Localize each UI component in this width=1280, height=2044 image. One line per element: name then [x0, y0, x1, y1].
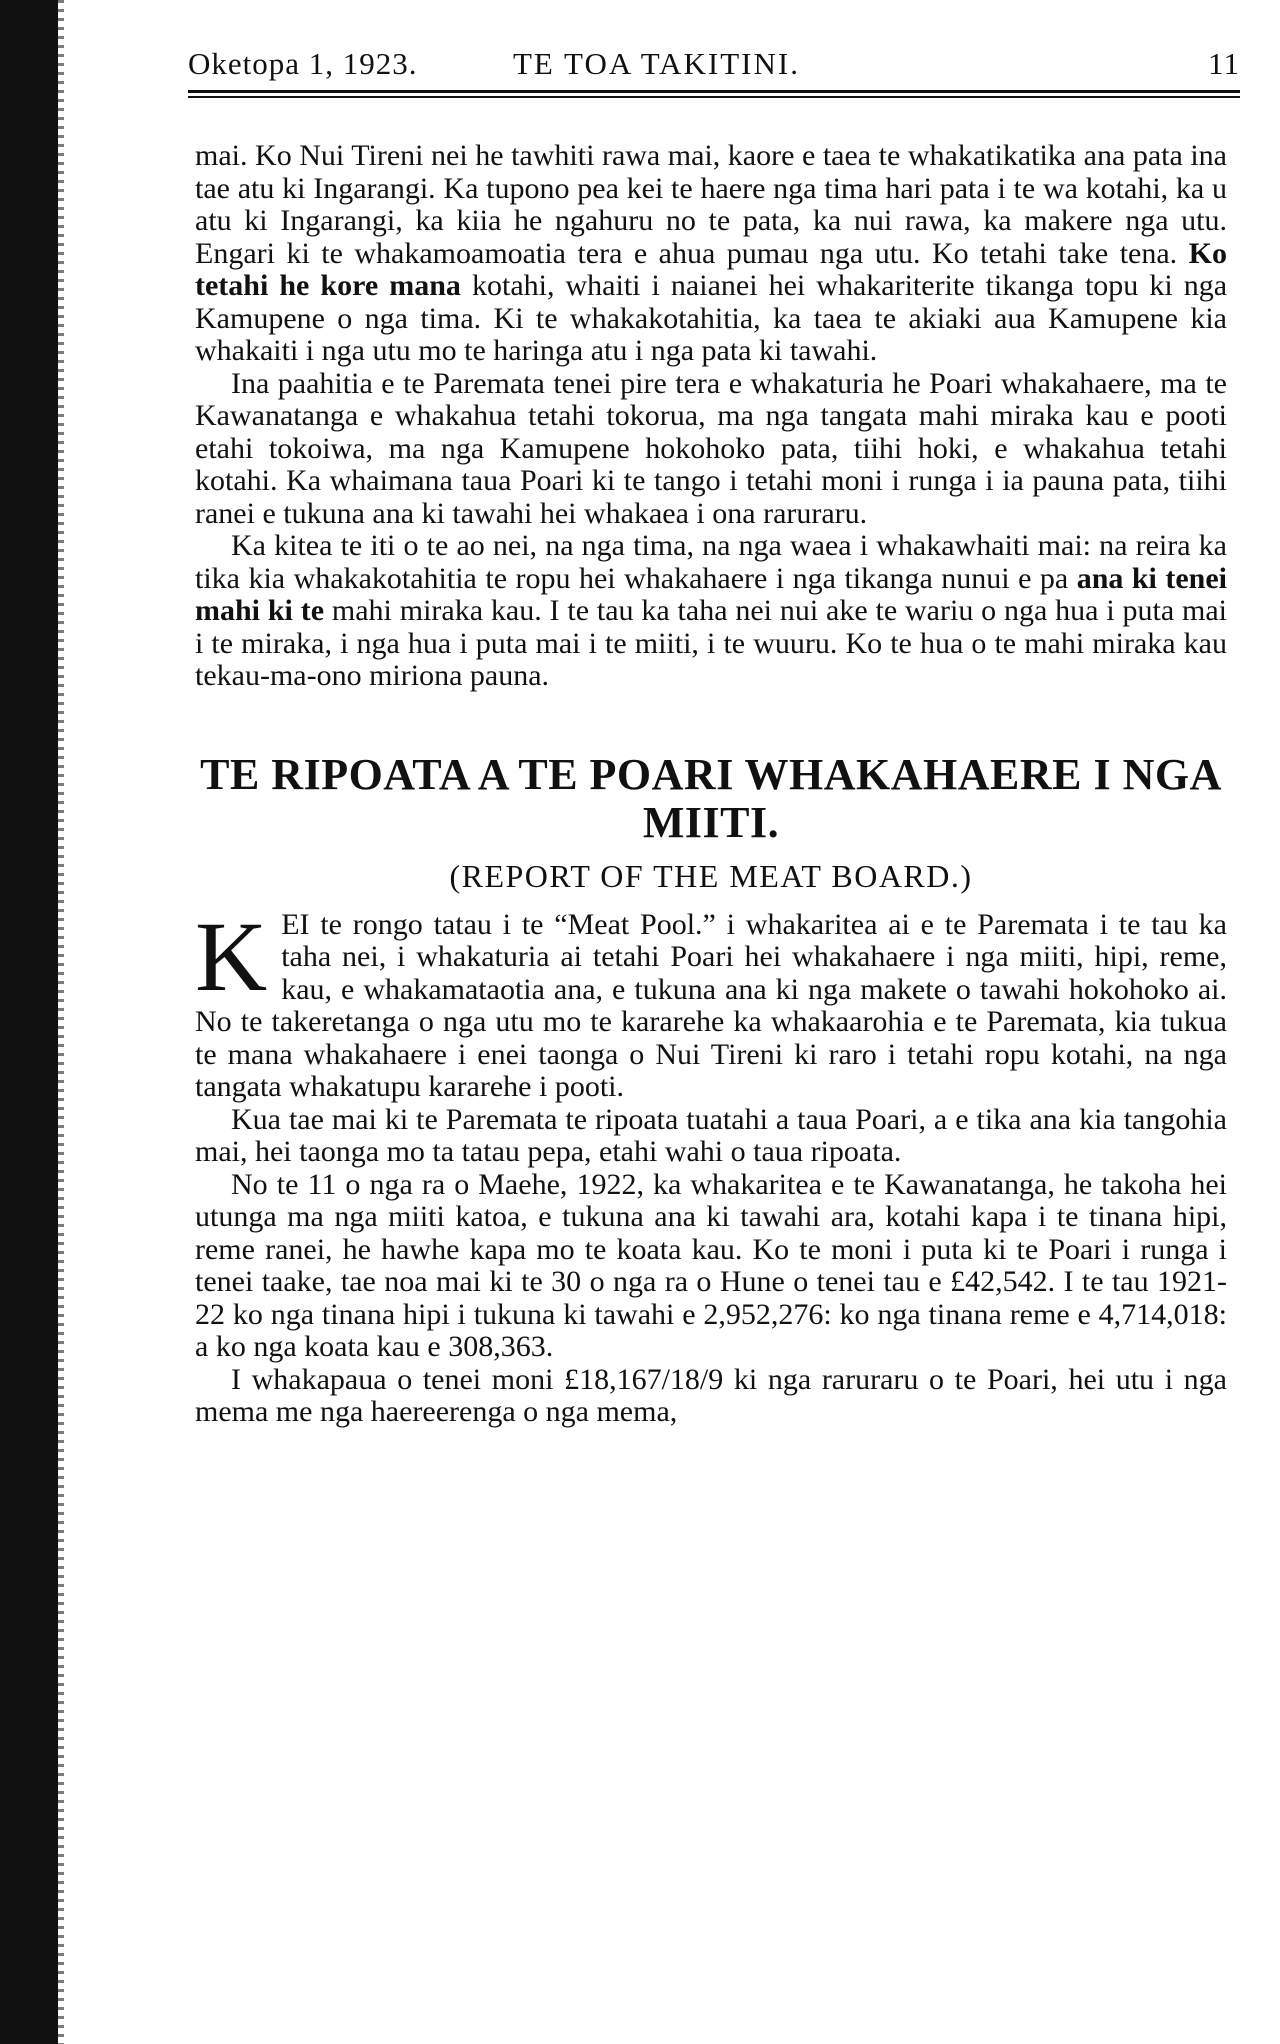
running-header: [188, 46, 1240, 86]
issue-date: Oketopa 1, 1923.: [188, 46, 418, 81]
paragraph-text: kotahi, whaiti i naianei hei whakariterite tikanga topu ki nga Kamupene o nga tima. Ki te whakakotahitia, ka taea te akiaki aua Kamupene kia whakaiti i nga utu mo te haringa atu i nga pata ki tawahi.: [195, 269, 1228, 367]
paragraph-bold-text: ana ki tenei mahi ki te: [195, 561, 1228, 627]
binding-edge: [0, 0, 58, 2044]
page-number: 11: [1208, 46, 1240, 81]
article-body: [195, 140, 1227, 1429]
paragraph-text: EI te rongo tatau i te “Meat Pool.” i whakaritea ai e te Paremata i te tau ka taha nei, i whakaturia ai tetahi Poari hei whakahaere i nga miiti, hipi, reme, kau, e whakamataotia ana, e tukuna ana ki nga makete o tawahi hokohoko ai. No te takeretanga o nga utu mo te kararehe ka whakaarohia e te Paremata, kia tukua te mana whakahaere i enei taonga o Nui Tireni ki raro i tetahi ropu kotahi, na nga tangata whakatupu kararehe i pooti.: [195, 907, 1227, 1103]
header-rule-thick: [188, 90, 1240, 93]
paragraph-text: mahi miraka kau. I te tau ka taha nei nui ake te wariu o nga hua i puta mai i te miraka, i nga hua i puta mai i te miiti, i te wuuru. Ko te hua o te mahi miraka kau tekau-ma-ono miriona pauna.: [195, 594, 1228, 692]
section-subheading: (REPORT OF THE MEAT BOARD.): [449, 857, 973, 894]
header-rule-thin: [188, 96, 1240, 98]
paragraph-text: Ka kitea te iti o te ao nei, na nga tima, na nga waea i whakawhaiti mai: na reira ka tika kia whakakotahitia te ropu hei whakahaere i nga tikanga nunui e pa: [195, 529, 1227, 595]
paragraph-bold-text: Ko tetahi he kore mana: [195, 236, 1228, 302]
paragraph: No te 11 o nga ra o Maehe, 1922, ka whakaritea e te Kawanatanga, he takoha hei utunga ma nga miiti katoa, e tukuna ana ki tawahi ara, kotahi kapa i te tinana hipi, reme ranei, he hawhe kapa mo te koata kau. Ko te moni i puta ki te Poari i runga i tenei taake, tae noa mai ki te 30 o nga ra o Hune o tenei tau e £42,542. I te tau 1921-22 ko nga tinana hipi i tukuna ki tawahi e 2,952,276: ko nga tinana reme e 4,714,018: a ko nga koata kau e 308,363.: [195, 1167, 1227, 1363]
binding-edge-texture: [58, 0, 64, 2044]
paragraph: Ina paahitia e te Paremata tenei pire tera e whakaturia he Poari whakahaere, ma te Kawanatanga e whakahua tetahi tokorua, ma nga tangata mahi miraka kau e pooti etahi tokoiwa, ma nga Kamupene hokohoko pata, tiihi hoki, e whakahua tetahi kotahi. Ka whaimana taua Poari ki te tango i tetahi moni i runga i ia pauna pata, tiihi ranei e tukuna ana ki tawahi hei whakaea i ona raruraru.: [195, 366, 1227, 530]
drop-cap: K: [195, 900, 268, 1012]
publication-title: TE TOA TAKITINI.: [513, 46, 800, 81]
paragraph: Kua tae mai ki te Paremata te ripoata tuatahi a taua Poari, a e tika ana kia tangohia mai, hei taonga mo ta tatau pepa, etahi wahi o taua ripoata.: [195, 1102, 1227, 1168]
section-heading: TE RIPOATA A TE POARI WHAKAHAERE I NGA MIITI.: [200, 749, 1222, 847]
paragraph-with-dropcap: [195, 900, 1227, 1104]
paragraph-continued: [195, 140, 1227, 368]
paragraph: [195, 530, 1227, 693]
paragraph-text: mai. Ko Nui Tireni nei he tawhiti rawa mai, kaore e taea te whakatikatika ana pata ina tae atu ki Ingarangi. Ka tupono pea kei te haere nga tima hari pata i te wa kotahi, ka u atu ki Ingarangi, ka kiia he ngahuru no te pata, ka nui rawa, ka makere nga utu. Engari ki te whakamoamoatia tera e ahua pumau nga utu. Ko tetahi take tena.: [195, 139, 1227, 270]
paragraph: I whakapaua o tenei moni £18,167/18/9 ki nga raruraru o te Poari, hei utu i nga mema me nga haereerenga o nga mema,: [195, 1362, 1227, 1428]
